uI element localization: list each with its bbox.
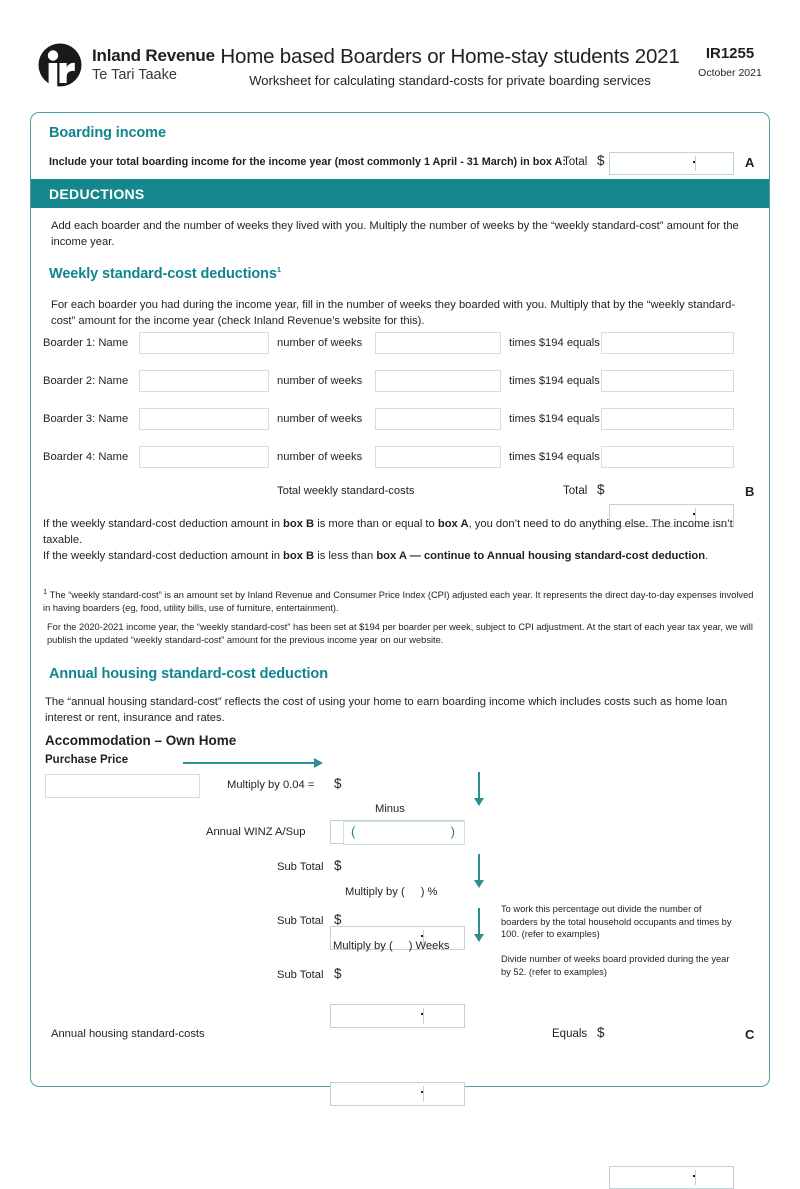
flow-arrow-down-3-icon [473, 908, 485, 942]
sub-total-2-input[interactable] [330, 1004, 465, 1028]
boarder-4-times-label: times $194 equals [509, 451, 600, 463]
annual-housing-heading: Annual housing standard-cost deduction [49, 666, 328, 682]
boarder-1-name-input[interactable] [139, 332, 269, 354]
boarder-2-amount-input[interactable] [601, 370, 734, 392]
box-c-equals-label: Equals [552, 1028, 588, 1040]
boarder-1-weeks-label: number of weeks [277, 337, 363, 349]
box-letter-b: B [745, 484, 755, 499]
boarding-income-dollar-sign: $ [597, 153, 605, 168]
title-block [200, 44, 700, 89]
weekly-standard-cost-heading-text: Weekly standard-cost deductions [49, 265, 277, 282]
boarder-2-name-label: Boarder 2: Name [43, 375, 129, 387]
boarder-1-times-label: times $194 equals [509, 337, 600, 349]
accommodation-heading: Accommodation – Own Home [45, 733, 237, 748]
sub-total-1-label: Sub Total [277, 861, 324, 873]
winz-open-paren: ( [351, 824, 356, 839]
winz-close-paren: ) [450, 824, 455, 839]
annual-housing-intro: The “annual housing standard-cost” reflects the cost of using your home to earn boarding income which includes costs such as home loan interest or rent, insurance and rates. [45, 696, 728, 724]
flow-arrow-down-2-icon [473, 854, 485, 888]
page-title: Home based Boarders or Home-stay students 2021 [220, 45, 680, 68]
boarder-3-name-label: Boarder 3: Name [43, 413, 129, 425]
box-b-total-label: Total [563, 485, 588, 497]
boarder-2-weeks-label: number of weeks [277, 375, 363, 387]
boarding-income-instruction: Include your total boarding income for the income year (most commonly 1 April - 31 March) in box A: [49, 156, 566, 168]
boarder-2-times-label: times $194 equals [509, 375, 600, 387]
sub-total-3-dollar-sign: $ [334, 966, 342, 981]
box-letter-a: A [745, 155, 755, 170]
minus-label: Minus [375, 803, 405, 815]
multiply-weeks-suffix: ) Weeks [408, 940, 450, 952]
multiply-004-label: Multiply by 0.04 = [227, 779, 315, 791]
boarder-1-weeks-input[interactable] [375, 332, 501, 354]
footnote-1-text: The “weekly standard-cost” is an amount set by Inland Revenue and Consumer Price Index (CPI) adjusted each year. It represents the direct day-to-day expenses involved in having boarders (eg, food, utility bills, use of furniture, entertainment). [43, 590, 754, 614]
page-subtitle: Worksheet for calculating standard-costs for private boarding services [249, 73, 651, 88]
rule-box-b-more-than: If the weekly standard-cost deduction amount in box B is more than or equal to box A, you don’t need to do anything else. The income isn’t taxable. [43, 518, 733, 546]
multiply-percent-suffix: ) % [420, 886, 438, 898]
boarder-1-amount-input[interactable] [601, 332, 734, 354]
deductions-section-bar [31, 179, 769, 208]
weekly-standard-cost-heading [49, 265, 281, 282]
form-code-block [690, 45, 770, 80]
logo-primary-text: Inland Revenue [92, 46, 215, 65]
rule-box-b-less-than: If the weekly standard-cost deduction amount in box B is less than box A — continue to Annual housing standard-cost deduction. [43, 550, 709, 562]
purchase-price-label: Purchase Price [45, 754, 129, 766]
form-code: IR1255 [705, 45, 755, 62]
note-weeks: Divide number of weeks board provided during the year by 52. (refer to examples) [501, 954, 730, 977]
sub-total-1-dollar-sign: $ [334, 858, 342, 873]
purchase-price-input[interactable] [45, 774, 200, 798]
page-header [0, 0, 800, 108]
deductions-intro-text: Add each boarder and the number of weeks they lived with you. Multiply the number of weeks by the “weekly standard-cost” amount for the income year. [51, 220, 739, 248]
weekly-standard-cost-instruction: For each boarder you had during the income year, fill in the number of weeks they boarded with you. Multiply that by the “weekly standard-cost” amount for the income year (check Inland Revenue’s website for this). [51, 299, 736, 327]
footnote-2: For the 2020-2021 income year, the “weekly standard-cost” has been set at $194 per boarder per week, subject to CPI adjustment. At the start of each year tax year, we will publish the updated “weekly standard-cost” amount for the previous income year on our website. [47, 622, 753, 646]
multiply-004-dollar-sign: $ [334, 776, 342, 791]
footnote-1-marker: 1 [43, 587, 48, 596]
sub-total-3-label: Sub Total [277, 969, 324, 981]
boarder-2-name-input[interactable] [139, 370, 269, 392]
boarder-4-name-label: Boarder 4: Name [43, 451, 129, 463]
box-c-dollar-sign: $ [597, 1025, 605, 1040]
flow-arrow-down-1-icon [473, 772, 485, 806]
boarding-income-total-input[interactable] [609, 152, 734, 175]
annual-housing-standard-costs-label: Annual housing standard-costs [51, 1028, 205, 1040]
boarder-4-weeks-input[interactable] [375, 446, 501, 468]
annual-winz-label: Annual WINZ A/Sup [206, 826, 306, 838]
boarder-4-name-input[interactable] [139, 446, 269, 468]
annual-winz-input[interactable] [343, 821, 465, 845]
multiply-percent-prefix: Multiply by ( [345, 886, 405, 898]
form-date: October 2021 [698, 67, 762, 79]
boarder-4-amount-input[interactable] [601, 446, 734, 468]
boarder-3-weeks-input[interactable] [375, 408, 501, 430]
boarder-3-weeks-label: number of weeks [277, 413, 363, 425]
boarder-1-name-label: Boarder 1: Name [43, 337, 129, 349]
inland-revenue-logo [38, 43, 215, 87]
box-b-dollar-sign: $ [597, 482, 605, 497]
deductions-bar-label: DEDUCTIONS [49, 185, 145, 202]
boarding-income-heading: Boarding income [49, 125, 166, 141]
boarding-income-total-label: Total [563, 156, 588, 168]
boarder-3-amount-input[interactable] [601, 408, 734, 430]
inland-revenue-logo-icon [38, 43, 82, 87]
footnote-1 [43, 585, 755, 616]
sub-total-2-dollar-sign: $ [334, 912, 342, 927]
purchase-price-flow-arrow-icon [183, 758, 323, 768]
box-c-total-input[interactable] [609, 1166, 734, 1189]
box-letter-c: C [745, 1027, 755, 1042]
multiply-percent-label [345, 886, 437, 898]
boarder-2-weeks-input[interactable] [375, 370, 501, 392]
logo-secondary-text: Te Tari Taake [92, 67, 177, 83]
boarder-3-name-input[interactable] [139, 408, 269, 430]
sub-total-3-input[interactable] [330, 1082, 465, 1106]
note-percentage: To work this percentage out divide the number of boarders by the total household occupants and times by 100. (refer to examples) [501, 904, 732, 939]
boarder-4-weeks-label: number of weeks [277, 451, 363, 463]
total-weekly-standard-costs-label: Total weekly standard-costs [277, 485, 415, 497]
worksheet-card [30, 112, 770, 1087]
multiply-weeks-label [333, 940, 450, 952]
weekly-heading-footnote-marker: 1 [276, 265, 281, 274]
sub-total-2-label: Sub Total [277, 915, 324, 927]
multiply-weeks-prefix: Multiply by ( [333, 940, 393, 952]
boarder-3-times-label: times $194 equals [509, 413, 600, 425]
